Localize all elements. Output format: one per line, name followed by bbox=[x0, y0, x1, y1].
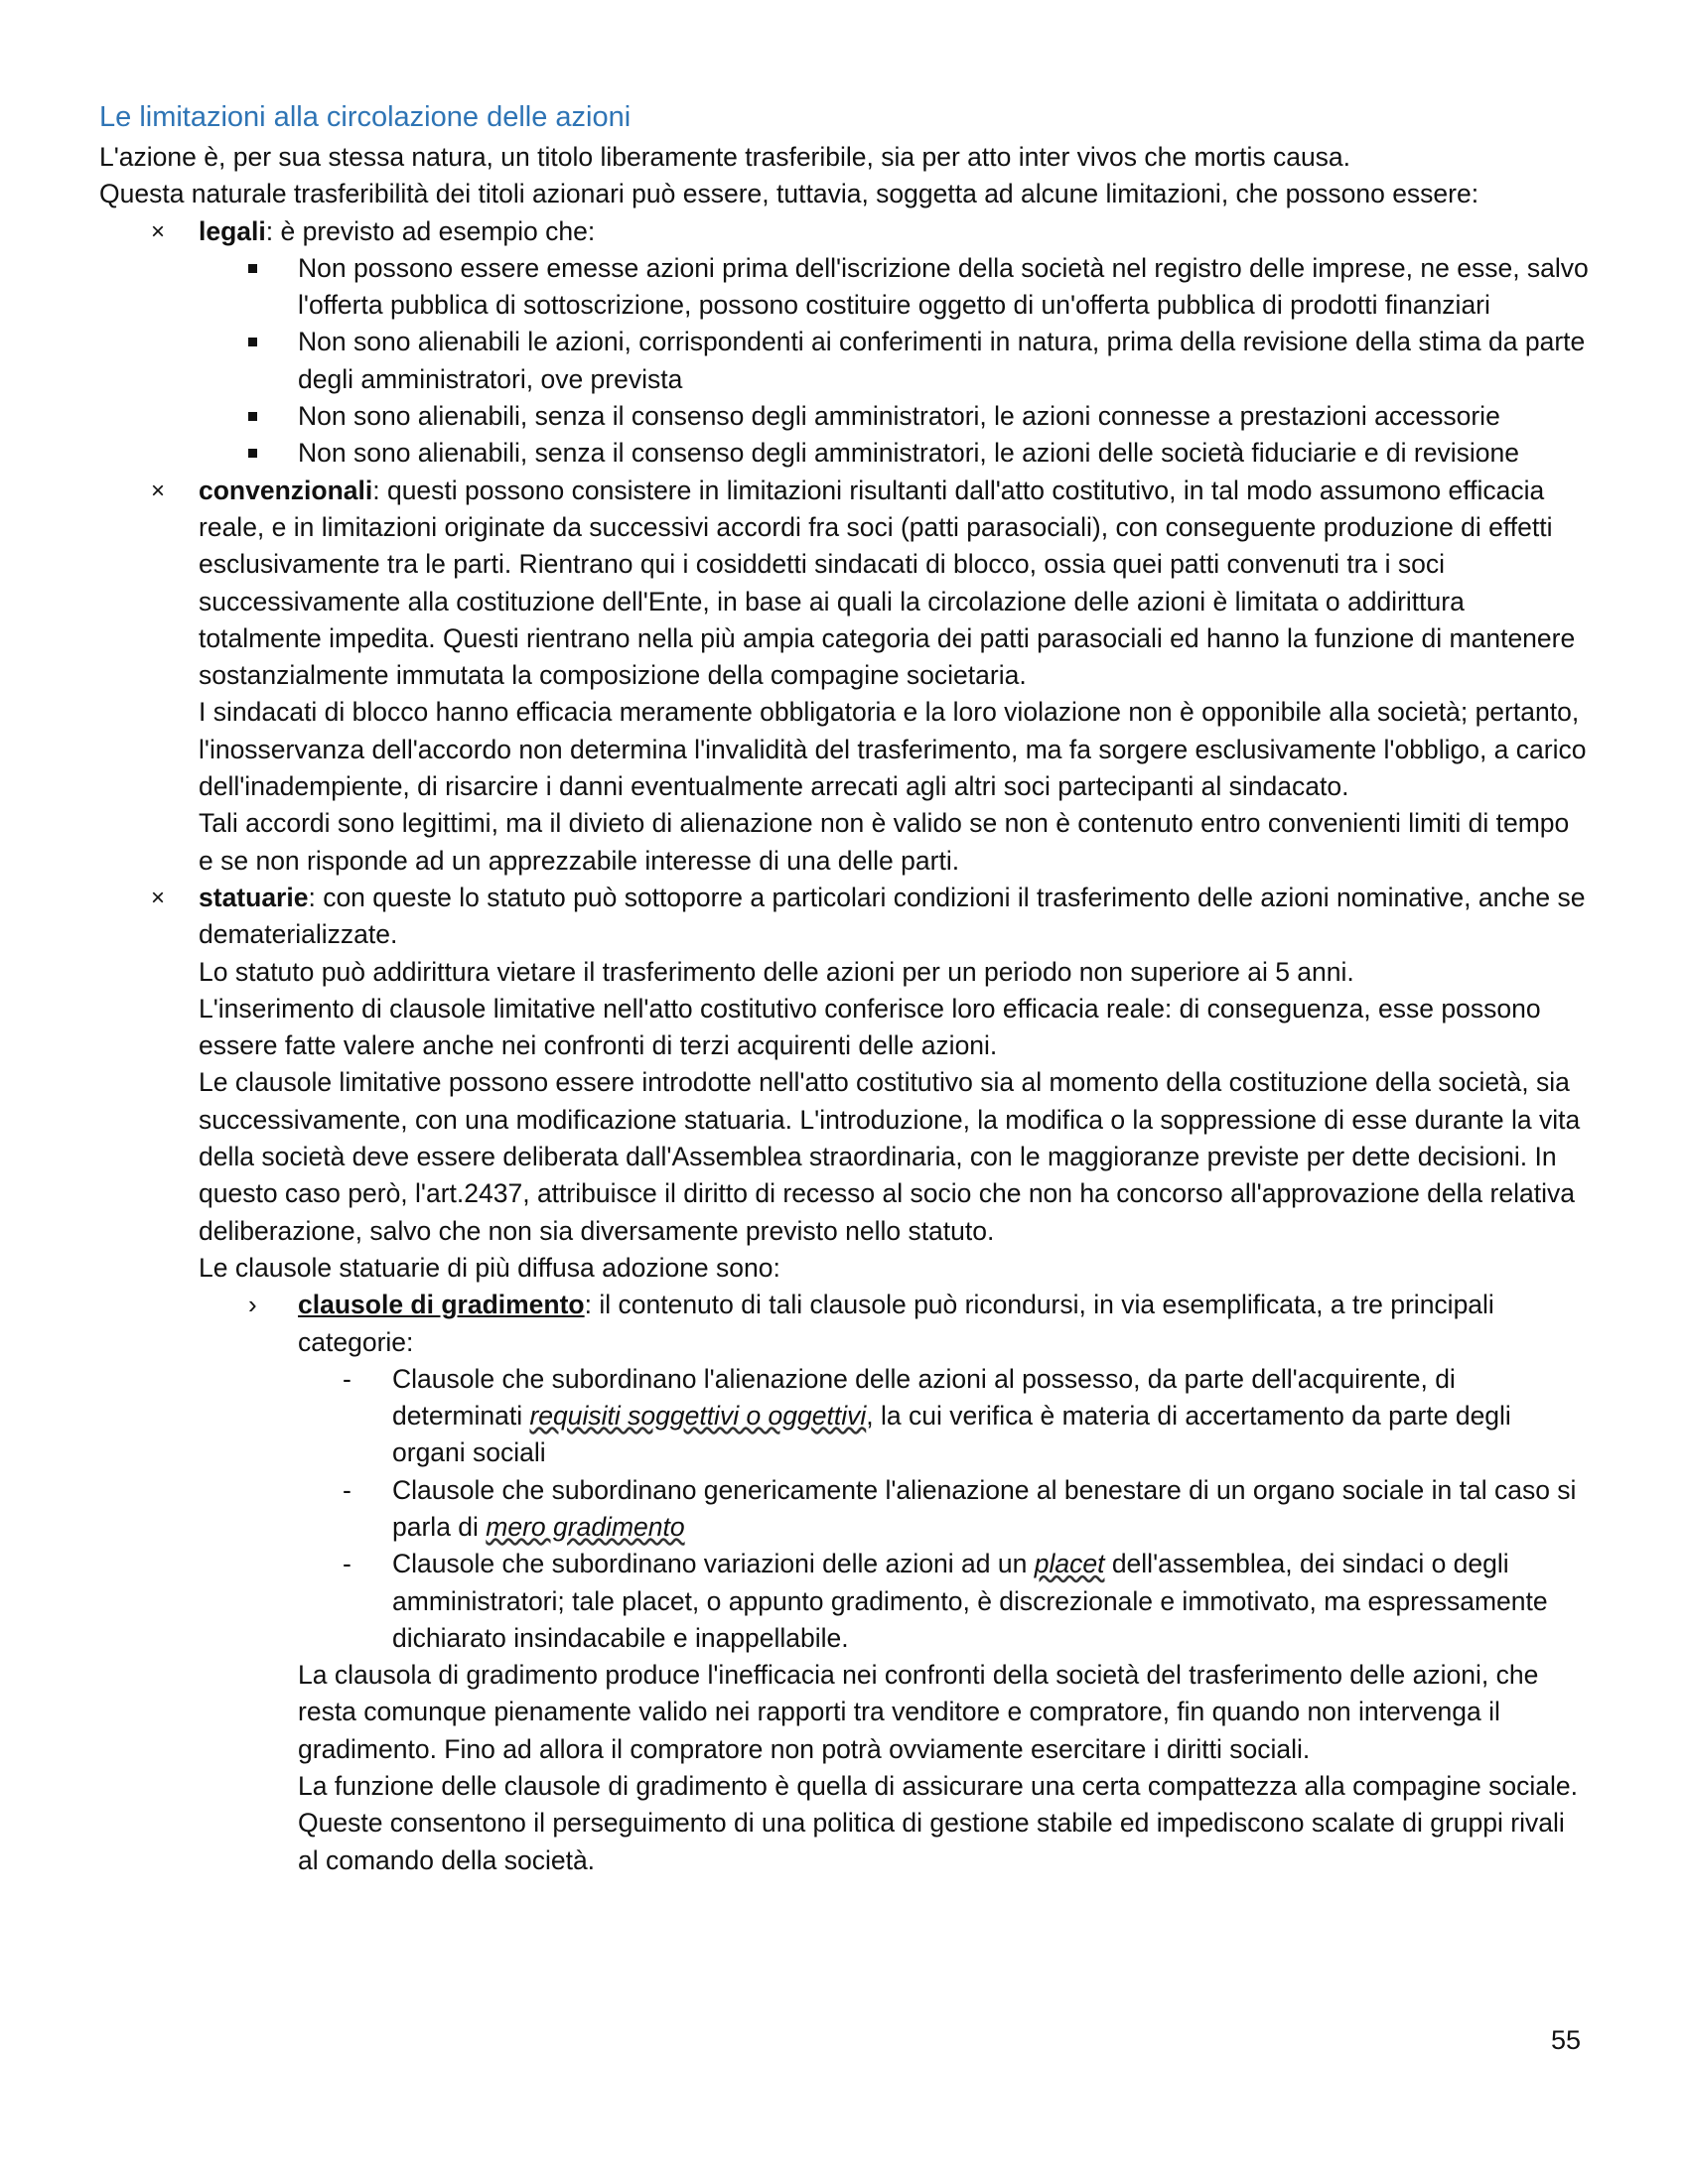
emphasis-text: placet bbox=[1034, 1549, 1105, 1579]
legali-item-text: Non sono alienabili le azioni, corrispondenti ai conferimenti in natura, prima della revisione della stima da parte degli amministratori, ove prevista bbox=[298, 327, 1586, 394]
dash-bullet-icon: - bbox=[343, 1363, 352, 1394]
list-item bbox=[99, 435, 1589, 472]
term-convenzionali: convenzionali bbox=[199, 475, 373, 505]
cross-bullet-icon: × bbox=[151, 477, 166, 504]
gradimento-paragraph: Queste consentono il perseguimento di una politica di gestione stabile ed impediscono scalate di gruppi rivali al comando della società. bbox=[298, 1808, 1565, 1875]
list-item-convenzionali bbox=[99, 473, 1589, 695]
list-item bbox=[99, 1546, 1589, 1657]
square-bullet-icon bbox=[248, 449, 257, 458]
list-item bbox=[99, 250, 1589, 325]
chevron-right-icon: › bbox=[248, 1290, 257, 1320]
emphasis-text: requisiti soggettivi o oggettivi bbox=[529, 1401, 867, 1432]
legali-item-text: Non possono essere emesse azioni prima dell'iscrizione della società nel registro delle imprese, ne esse, salvo l'offerta pubblica di sottoscrizione, possono costituire oggetto di un'offerta pubblica di prodotti finanziari bbox=[298, 252, 1589, 321]
statuarie-paragraph: Lo statuto può addirittura vietare il trasferimento delle azioni per un periodo non superiore ai 5 anni. bbox=[199, 956, 1354, 987]
gradimento-paragraph: La funzione delle clausole di gradimento è quella di assicurare una certa compattezza alla compagine sociale. bbox=[298, 1771, 1578, 1802]
square-bullet-icon bbox=[248, 338, 257, 346]
item-text: dell'assemblea, dei sindaci o degli amministratori; tale placet, o appunto gradimento, è discrezionale e immotivato, ma espressamente dichiarato insindacabile e inappellabile. bbox=[392, 1549, 1548, 1653]
statuarie-paragraph: Le clausole statuarie di più diffusa adozione sono: bbox=[199, 1252, 780, 1283]
page-content bbox=[99, 97, 1589, 1879]
convenzionali-paragraph: I sindacati di blocco hanno efficacia meramente obbligatoria e la loro violazione non è opponibile alla società; pertanto, l'inosservanza dell'accordo non determina l'invalidità del trasferimento, ma fa sorgere esclusivamente l'obbligo, a carico dell'inadempiente, di risarcire i danni eventualmente arrecati agli altri soci partecipanti al sindacato. bbox=[199, 697, 1587, 802]
list-item bbox=[99, 324, 1589, 398]
page-number: 55 bbox=[1551, 2025, 1582, 2055]
legali-item-text: Non sono alienabili, senza il consenso degli amministratori, le azioni delle società fiduciarie e di revisione bbox=[298, 438, 1519, 469]
item-text: Clausole che subordinano genericamente l'alienazione al benestare di un organo sociale in tal caso si parla di bbox=[392, 1474, 1577, 1542]
square-bullet-icon bbox=[248, 264, 257, 273]
legali-text: : è previsto ad esempio che: bbox=[265, 215, 596, 246]
term-statuarie: statuarie bbox=[199, 882, 309, 912]
list-item bbox=[99, 398, 1589, 435]
intro-paragraph-1: L'azione è, per sua stessa natura, un titolo liberamente trasferibile, sia per atto inter vivos che mortis causa. bbox=[99, 142, 1351, 172]
list-item-legali bbox=[99, 213, 1589, 250]
cross-bullet-icon: × bbox=[151, 217, 166, 245]
square-bullet-icon bbox=[248, 412, 257, 421]
term-clausole-di-gradimento: clausole di gradimento bbox=[298, 1290, 585, 1320]
statuarie-paragraph: Le clausole limitative possono essere introdotte nell'atto costitutivo sia al momento della costituzione della società, sia successivamente, con una modificazione statuaria. L'introduzione, la modifica o la soppressione di esse durante la vita della società deve essere deliberata dall'Assemblea straordinaria, con le maggioranze previste per dette decisioni. In questo caso però, l'art.2437, attribuisce il diritto di recesso al socio che non ha concorso all'approvazione della relativa deliberazione, salvo che non sia diversamente previsto nello statuto. bbox=[199, 1067, 1581, 1246]
emphasis-text: mero gradimento bbox=[486, 1511, 685, 1542]
list-item-statuarie bbox=[99, 880, 1589, 954]
cross-bullet-icon: × bbox=[151, 884, 166, 911]
list-item bbox=[99, 1361, 1589, 1472]
gradimento-paragraph: La clausola di gradimento produce l'inefficacia nei confronti della società del trasferimento delle azioni, che resta comunque pienamente valido nei rapporti tra venditore e compratore, fin quando non intervenga il gradimento. Fino ad allora il compratore non potrà ovviamente esercitare i diritti sociali. bbox=[298, 1660, 1539, 1764]
item-text: Clausole che subordinano variazioni delle azioni ad un bbox=[392, 1549, 1035, 1579]
gradimento-text: : il contenuto di tali clausole può ricondursi, in via esemplificata, a tre principali categorie: bbox=[298, 1290, 1494, 1357]
convenzionali-paragraph: Tali accordi sono legittimi, ma il divieto di alienazione non è valido se non è contenuto entro convenienti limiti di tempo e se non risponde ad un apprezzabile interesse di una delle parti. bbox=[199, 808, 1570, 876]
item-text: , la cui verifica è materia di accertamento da parte degli organi sociali bbox=[392, 1401, 1511, 1468]
convenzionali-text: : questi possono consistere in limitazioni risultanti dall'atto costitutivo, in tal modo assumono efficacia reale, e in limitazioni originate da successivi accordi fra soci (patti parasociali), con conseguente produzione di effetti esclusivamente tra le parti. Rientrano qui i cosiddetti sindacati di blocco, ossia quei patti convenuti tra i soci successivamente alla costituzione dell'Ente, in base ai quali la circolazione delle azioni è limitata o addirittura totalmente impedita. Questi rientrano nella più ampia categoria dei patti parasociali ed hanno la funzione di mantenere sostanzialmente immutata la composizione della compagine societaria. bbox=[199, 475, 1576, 691]
intro-paragraph-2: Questa naturale trasferibilità dei titoli azionari può essere, tuttavia, soggetta ad alcune limitazioni, che possono essere: bbox=[99, 179, 1479, 209]
term-legali: legali bbox=[199, 215, 266, 246]
dash-bullet-icon: - bbox=[343, 1474, 352, 1505]
statuarie-paragraph: L'inserimento di clausole limitative nell'atto costitutivo conferisce loro efficacia reale: di conseguenza, esse possono essere fatte valere anche nei confronti di terzi acquirenti delle azioni. bbox=[199, 993, 1541, 1061]
legali-item-text: Non sono alienabili, senza il consenso degli amministratori, le azioni connesse a prestazioni accessorie bbox=[298, 401, 1500, 432]
list-item bbox=[99, 1472, 1589, 1547]
statuarie-text: : con queste lo statuto può sottoporre a particolari condizioni il trasferimento delle azioni nominative, anche se dematerializzate. bbox=[199, 882, 1586, 950]
item-text: Clausole che subordinano l'alienazione delle azioni al possesso, da parte dell'acquirente, di determinati bbox=[392, 1363, 1456, 1432]
list-item-gradimento bbox=[99, 1287, 1589, 1361]
dash-bullet-icon: - bbox=[343, 1549, 352, 1579]
section-heading: Le limitazioni alla circolazione delle azioni bbox=[99, 101, 632, 133]
